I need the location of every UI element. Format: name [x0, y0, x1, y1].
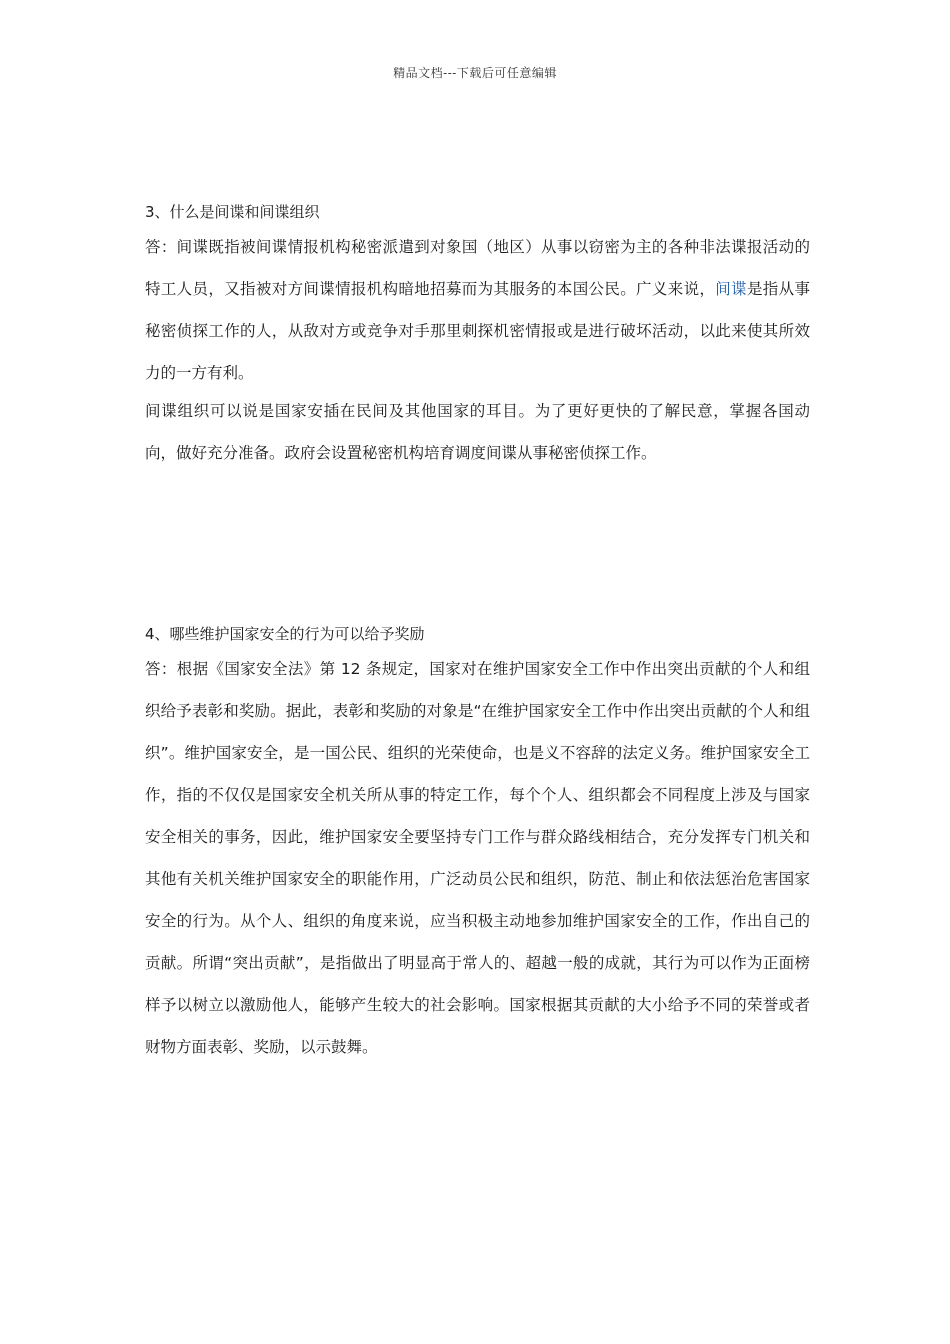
section-question-3 — [145, 200, 810, 474]
section-question-4 — [145, 622, 810, 1068]
question-3-title: 3、什么是间谍和间谍组织 — [145, 203, 320, 221]
question-3-paragraph-2: 间谍组织可以说是国家安插在民间及其他国家的耳目。为了更好更快的了解民意，掌握各国动向，做好充分准备。政府会设置秘密机构培育调度间谍从事秘密侦探工作。 — [145, 402, 810, 462]
question-4-answer: 答：根据《国家安全法》第 12 条规定，国家对在维护国家安全工作中作出突出贡献的个人和组织给予表彰和奖励。据此，表彰和奖励的对象是“在维护国家安全工作中作出突出贡献的个人和组织”。维护国家安全，是一国公民、组织的光荣使命，也是义不容辞的法定义务。维护国家安全工作，指的不仅仅是国家安全机关所从事的特定工作，每个个人、组织都会不同程度上涉及与国家安全相关的事务，因此，维护国家安全要坚持专门工作与群众路线相结合，充分发挥专门机关和其他有关机关维护国家安全的职能作用，广泛动员公民和组织，防范、制止和依法惩治危害国家安全的行为。从个人、组织的角度来说，应当积极主动地参加维护国家安全的工作，作出自己的贡献。所谓“突出贡献”，是指做出了明显高于常人的、超越一般的成就，其行为可以作为正面榜样予以树立以激励他人，能够产生较大的社会影响。国家根据其贡献的大小给予不同的荣誉或者财物方面表彰、奖励，以示鼓舞。 — [145, 660, 810, 1056]
page-header: 精品文档---下载后可任意编辑 — [393, 66, 557, 80]
answer-lead-text: 答：间谍既指被间谍情报机构秘密派遣到对象国（地区）从事以窃密为主的各种非法谍报活动的特工人员，又指被对方间谍情报机构暗地招募而为其服务的本国公民。广义来说， — [145, 238, 810, 298]
spy-link[interactable]: 间谍 — [715, 280, 747, 298]
answer-tail-text: 是指从事秘密侦探工作的人，从敌对方或竞争对手那里刺探机密情报或是进行破坏活动，以此来使其所效力的一方有利。 — [145, 280, 810, 382]
question-3-answer — [145, 226, 810, 394]
question-4-title: 4、哪些维护国家安全的行为可以给予奖励 — [145, 625, 425, 643]
